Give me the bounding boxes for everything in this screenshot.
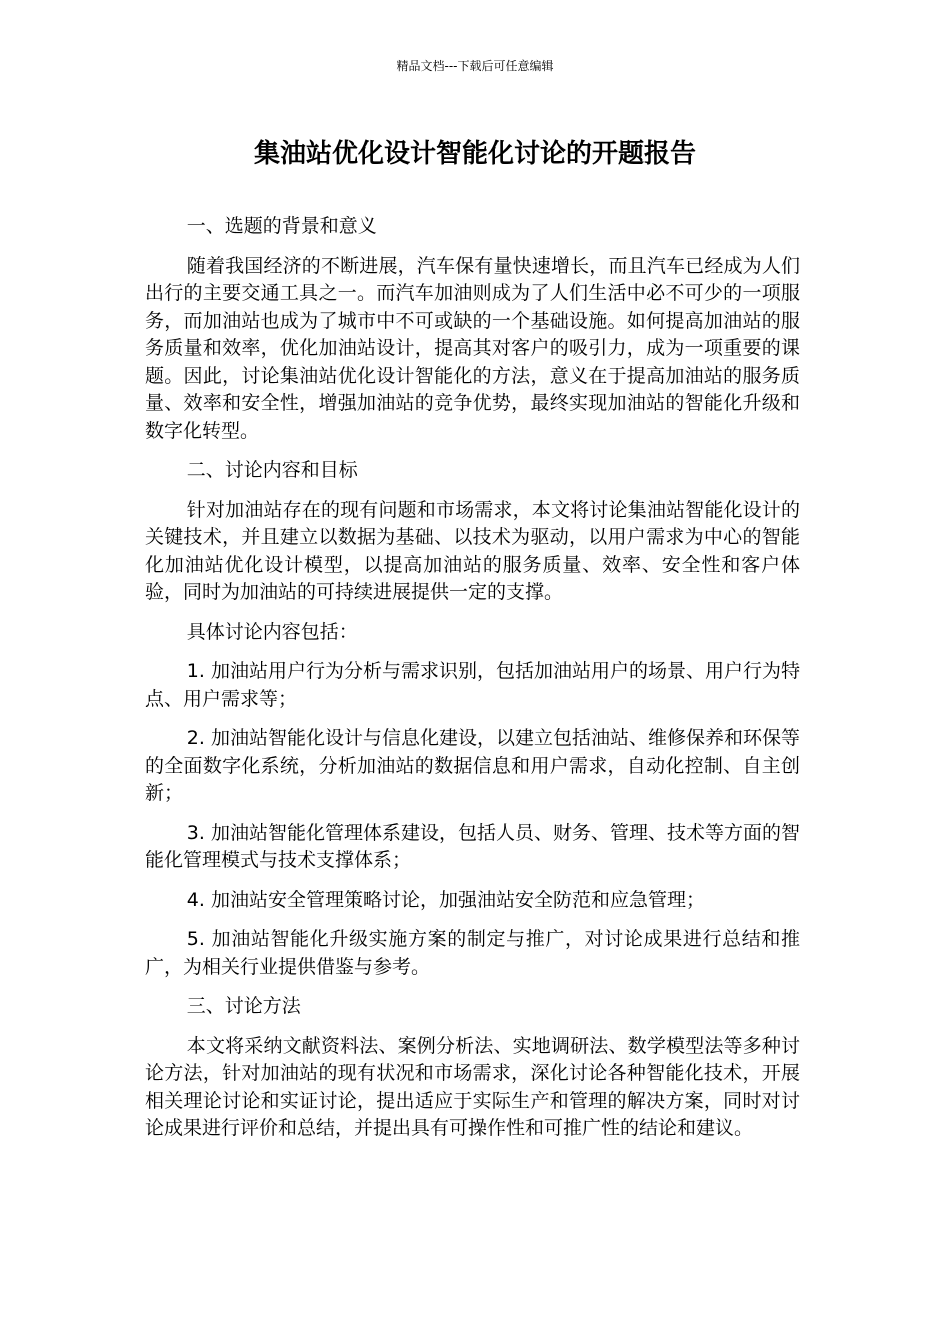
list-item-3: 3. 加油站智能化管理体系建设，包括人员、财务、管理、技术等方面的智能化管理模式与技术支撑体系；: [145, 821, 800, 871]
list-item-5: 5. 加油站智能化升级实施方案的制定与推广，对讨论成果进行总结和推广，为相关行业提供借鉴与参考。: [145, 928, 800, 978]
paragraph-background: 随着我国经济的不断进展，汽车保有量快速增长，而且汽车已经成为人们出行的主要交通工具之一。而汽车加油则成为了人们生活中必不可少的一项服务，而加油站也成为了城市中不可或缺的一个基础设施。如何提高加油站的服务质量和效率，优化加油站设计，提高其对客户的吸引力，成为一项重要的课题。因此，讨论集油站优化设计智能化的方法，意义在于提高加油站的服务质量、效率和安全性，增强加油站的竞争优势，最终实现加油站的智能化升级和数字化转型。: [145, 254, 800, 442]
list-item-4: 4. 加油站安全管理策略讨论，加强油站安全防范和应急管理；: [186, 888, 705, 911]
header-note: 精品文档---下载后可任意编辑: [396, 59, 554, 73]
section-heading-methods: 三、讨论方法: [186, 995, 301, 1017]
document-title: 集油站优化设计智能化讨论的开题报告: [253, 139, 696, 169]
section-heading-background: 一、选题的背景和意义: [186, 215, 377, 237]
paragraph-content-goals: 针对加油站存在的现有问题和市场需求，本文将讨论集油站智能化设计的关键技术，并且建立以数据为基础、以技术为驱动，以用户需求为中心的智能化加油站优化设计模型，以提高加油站的服务质量、效率、安全性和客户体验，同时为加油站的可持续进展提供一定的支撑。: [145, 498, 800, 603]
document-body: [145, 213, 800, 1155]
paragraph-content-intro: 具体讨论内容包括：: [186, 620, 358, 643]
list-item-2: 2. 加油站智能化设计与信息化建设，以建立包括油站、维修保养和环保等的全面数字化系统，分析加油站的数据信息和用户需求，自动化控制、自主创新；: [145, 727, 800, 804]
paragraph-methods: 本文将采纳文献资料法、案例分析法、实地调研法、数学模型法等多种讨论方法，针对加油站的现有状况和市场需求，深化讨论各种智能化技术，开展相关理论讨论和实证讨论，提出适应于实际生产和管理的解决方案，同时对讨论成果进行评价和总结，并提出具有可操作性和可推广性的结论和建议。: [145, 1034, 800, 1139]
section-heading-content-goals: 二、讨论内容和目标: [186, 459, 358, 481]
list-item-1: 1. 加油站用户行为分析与需求识别，包括加油站用户的场景、用户行为特点、用户需求等；: [145, 660, 800, 710]
